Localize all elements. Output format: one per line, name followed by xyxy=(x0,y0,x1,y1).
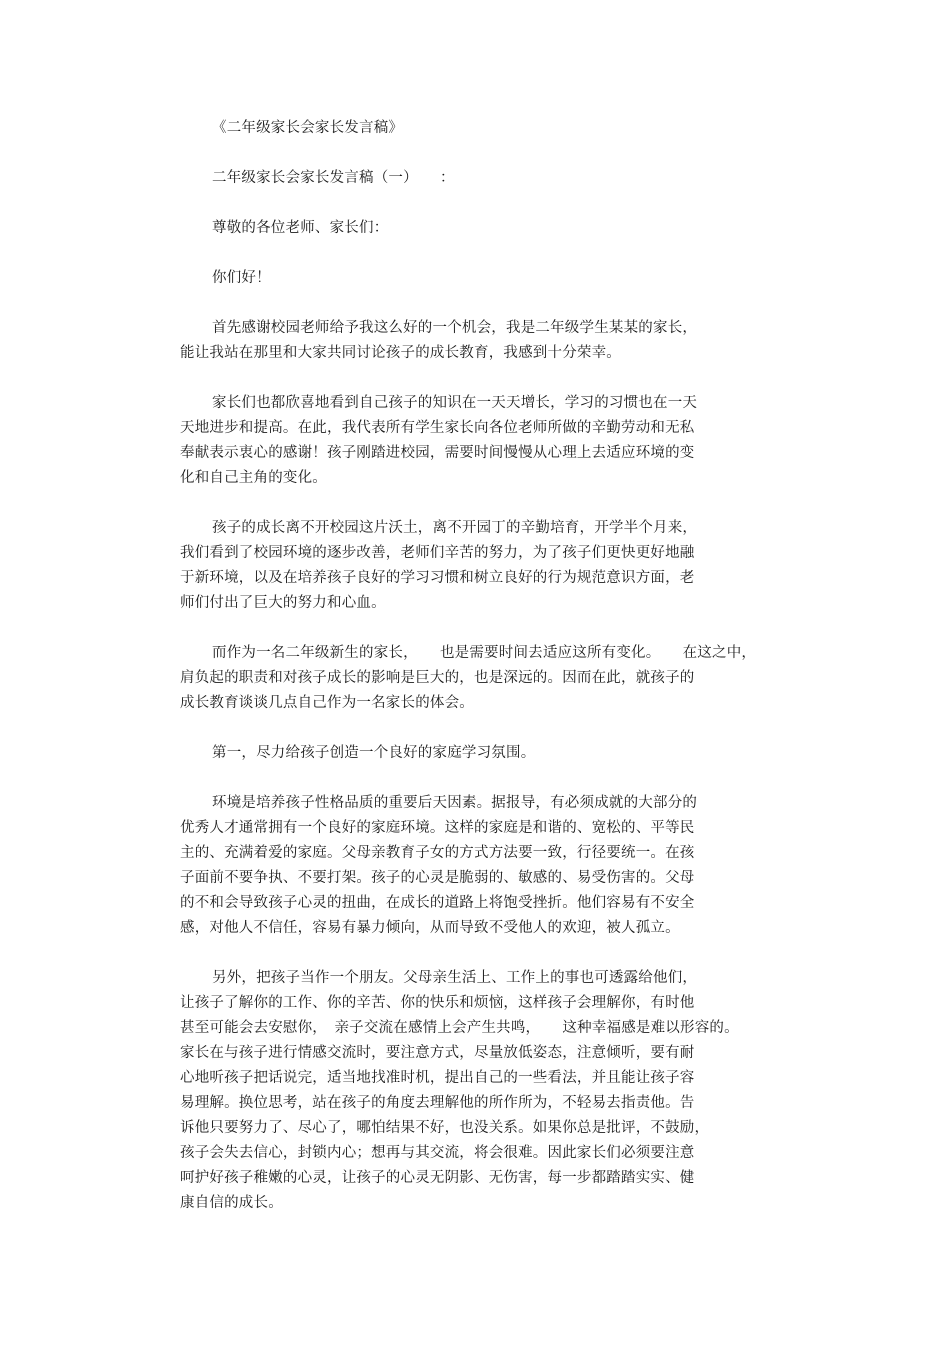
document-title xyxy=(180,116,780,141)
paragraph-line: 诉他只要努力了、尽心了，哪怕结果不好，也没关系。如果你总是批评，不鼓励， xyxy=(180,1120,710,1136)
paragraph-line: 孩子的成长离不开校园这片沃土，离不开园丁的辛勤培育，开学半个月来， xyxy=(212,520,698,536)
paragraph-line: 奉献表示衷心的感谢！孩子刚踏进校园，需要时间慢慢从心理上去适应环境的变 xyxy=(180,445,695,461)
paragraph-line: 让孩子了解你的工作、你的辛苦、你的快乐和烦恼，这样孩子会理解你，有时他 xyxy=(180,995,695,1011)
paragraph-line: 环境是培养孩子性格品质的重要后天因素。据报导，有必须成就的大部分的 xyxy=(212,795,698,811)
paragraph-line: 甚至可能会去安慰你， 亲子交流在感情上会产生共鸣， 这种幸福感是难以形容的。 xyxy=(180,1020,739,1036)
paragraph-line: 心地听孩子把话说完，适当地找准时机，提出自己的一些看法，并且能让孩子容 xyxy=(180,1070,695,1086)
paragraph-line: 肩负起的职责和对孩子成长的影响是巨大的，也是深远的。因而在此，就孩子的 xyxy=(180,670,695,686)
paragraph-line: 孩子会失去信心，封锁内心；想再与其交流，将会很难。因此家长们必须要注意 xyxy=(180,1145,695,1161)
paragraph-line: 而作为一名二年级新生的家长， 也是需要时间去适应这所有变化。 在这之中， xyxy=(212,645,757,661)
paragraph-line: 我们看到了校园环境的逐步改善，老师们辛苦的努力，为了孩子们更快更好地融 xyxy=(180,545,695,561)
paragraph-line: 化和自己主角的变化。 xyxy=(180,470,327,486)
paragraph-line: 天地进步和提高。在此，我代表所有学生家长向各位老师所做的辛勤劳动和无私 xyxy=(180,420,695,436)
paragraph-line: 康自信的成长。 xyxy=(180,1195,283,1211)
paragraph-6 xyxy=(180,791,780,941)
paragraph-5 xyxy=(180,741,780,766)
paragraph-line: 师们付出了巨大的努力和心血。 xyxy=(180,595,386,611)
paragraph-line: 能让我站在那里和大家共同讨论孩子的成长教育，我感到十分荣幸。 xyxy=(180,345,621,361)
document-title-text: 《二年级家长会家长发言稿》 xyxy=(212,120,404,136)
paragraph-line: 呵护好孩子稚嫩的心灵，让孩子的心灵无阴影、无伤害，每一步都踏踏实实、健 xyxy=(180,1170,695,1186)
paragraph-3 xyxy=(180,516,780,616)
paragraph-line: 另外，把孩子当作一个朋友。父母亲生活上、工作上的事也可透露给他们， xyxy=(212,970,698,986)
paragraph-line: 的不和会导致孩子心灵的扭曲，在成长的道路上将饱受挫折。他们容易有不安全 xyxy=(180,895,695,911)
paragraph-4 xyxy=(180,641,780,716)
paragraph-line: 于新环境，以及在培养孩子良好的学习习惯和树立良好的行为规范意识方面，老 xyxy=(180,570,695,586)
paragraph-line: 优秀人才通常拥有一个良好的家庭环境。这样的家庭是和谐的、宽松的、平等民 xyxy=(180,820,695,836)
paragraph-line: 首先感谢校园老师给予我这么好的一个机会，我是二年级学生某某的家长， xyxy=(212,320,698,336)
paragraph-line: 家长在与孩子进行情感交流时，要注意方式，尽量放低姿态，注意倾听，要有耐 xyxy=(180,1045,695,1061)
paragraph-line: 主的、充满着爱的家庭。父母亲教育子女的方式方法要一致，行径要统一。在孩 xyxy=(180,845,695,861)
hello xyxy=(180,266,780,291)
paragraph-7 xyxy=(180,966,780,1216)
paragraph-1 xyxy=(180,316,780,366)
hello-text: 你们好！ xyxy=(212,270,271,286)
paragraph-line: 成长教育谈谈几点自己作为一名家长的体会。 xyxy=(180,695,474,711)
paragraph-2 xyxy=(180,391,780,491)
paragraph-line: 子面前不要争执、不要打架。孩子的心灵是脆弱的、敏感的、易受伤害的。父母 xyxy=(180,870,695,886)
paragraph-line: 家长们也都欣喜地看到自己孩子的知识在一天天增长，学习的习惯也在一天 xyxy=(212,395,698,411)
paragraph-line: 感，对他人不信任，容易有暴力倾向，从而导致不受他人的欢迎，被人孤立。 xyxy=(180,920,680,936)
document-subtitle xyxy=(180,166,780,191)
paragraph-line: 易理解。换位思考，站在孩子的角度去理解他的所作所为，不轻易去指责他。告 xyxy=(180,1095,695,1111)
greeting-text: 尊敬的各位老师、家长们： xyxy=(212,220,389,236)
greeting xyxy=(180,216,780,241)
document-subtitle-text: 二年级家长会家长发言稿（一） ： xyxy=(212,170,455,186)
paragraph-line: 第一，尽力给孩子创造一个良好的家庭学习氛围。 xyxy=(212,745,536,761)
